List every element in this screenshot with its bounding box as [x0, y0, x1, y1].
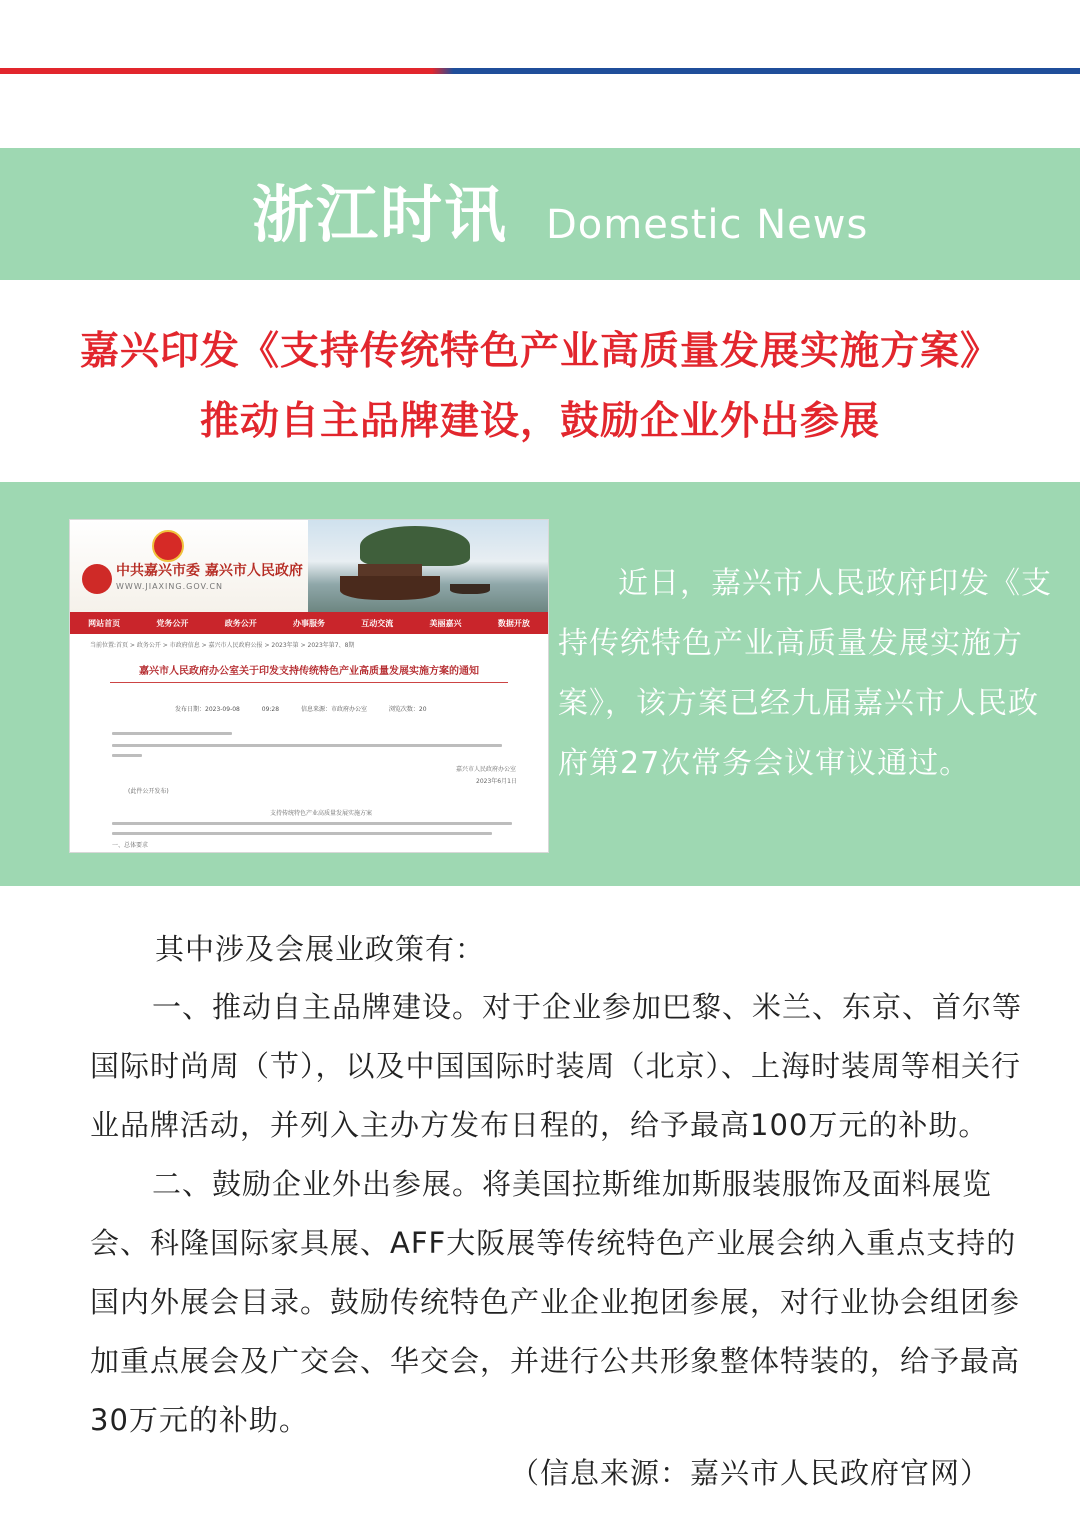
screenshot-nav-item: 数据开放: [497, 618, 530, 628]
screenshot-title-rule: [110, 682, 508, 683]
policy-item-1: 一、推动自主品牌建设。对于企业参加巴黎、米兰、东京、首尔等国际时尚周（节），以及中国国际时装周（北京）、上海时装周等相关行业品牌活动，并列入主办方发布日程的，给予最高100万元的补助。: [90, 990, 1023, 1142]
screenshot-doc-title: 支持传统特色产业高质量发展实施方案: [270, 810, 373, 817]
banner-title-en: Domestic News: [546, 202, 869, 248]
screenshot-text-line: [112, 832, 492, 835]
top-divider-line: [0, 68, 1080, 74]
screenshot-nav-item: 互动交流: [361, 618, 394, 628]
feature-block: [0, 482, 1080, 886]
screenshot-meta: 发布日期：2023-09-08 09:28 信息来源：市政府办公室 浏览次数：20: [175, 706, 427, 713]
screenshot-red-boat: [340, 576, 440, 600]
screenshot-text-line: [112, 732, 232, 735]
intro-paragraph: 近日，嘉兴市人民政府印发《支持传统特色产业高质量发展实施方案》，该方案已经九届嘉兴市人民政府第27次常务会议审议通过。: [558, 566, 1052, 781]
screenshot-text-line: [112, 822, 512, 825]
section-banner: [0, 148, 1080, 280]
policy-intro: 其中涉及会展业政策有：: [155, 932, 486, 966]
screenshot-nav-item: 美丽嘉兴: [429, 618, 462, 628]
screenshot-nav-item: 党务公开: [156, 618, 189, 628]
headline-line-1: 嘉兴印发《支持传统特色产业高质量发展实施方案》: [79, 329, 1000, 374]
national-emblem-icon: [152, 530, 184, 562]
screenshot-issuer: 嘉兴市人民政府办公室: [456, 766, 517, 773]
screenshot-tree: [360, 526, 470, 566]
screenshot-domain: WWW.JIAXING.GOV.CN: [116, 582, 224, 591]
site-logo-icon: [82, 564, 112, 594]
screenshot-nav-item: 网站首页: [88, 618, 121, 628]
screenshot-notice-title: 嘉兴市人民政府办公室关于印发支持传统特色产业高质量发展实施方案的通知: [139, 666, 479, 677]
screenshot-text-line: [112, 754, 142, 757]
screenshot-issue-date: 2023年6月1日: [476, 778, 517, 785]
screenshot-nav-item: 办事服务: [292, 618, 325, 628]
screenshot-small-boat: [450, 584, 490, 594]
banner-title-cn: 浙江时讯: [252, 178, 509, 251]
screenshot-nav-bar: [70, 612, 548, 634]
screenshot-section: 一、总体要求: [112, 842, 149, 849]
policy-item-2: 二、鼓励企业外出参展。将美国拉斯维加斯服装服饰及面料展览会、科隆国际家具展、AFF大阪展等传统特色产业展会纳入重点支持的国内外展会目录。鼓励传统特色产业企业抱团参展，对行业协会组团参加重点展会及广交会、华交会，并进行公共形象整体特装的，给予最高30万元的补助。: [90, 1167, 1021, 1437]
screenshot-site-title: 中共嘉兴市委 嘉兴市人民政府: [116, 563, 303, 579]
website-screenshot-image: [70, 520, 548, 852]
screenshot-text-line: [112, 744, 502, 747]
screenshot-nav-item: 政务公开: [224, 618, 257, 628]
headline-line-2: 推动自主品牌建设，鼓励企业外出参展: [199, 399, 880, 444]
screenshot-public-note: (此件公开发布): [128, 788, 169, 795]
screenshot-breadcrumb: 当前位置:首页 > 政务公开 > 市政府信息 > 嘉兴市人民政府公报 > 2023年第 > 2023年第7、8期: [90, 642, 355, 649]
source-note: （信息来源：嘉兴市人民政府官网）: [510, 1456, 991, 1490]
